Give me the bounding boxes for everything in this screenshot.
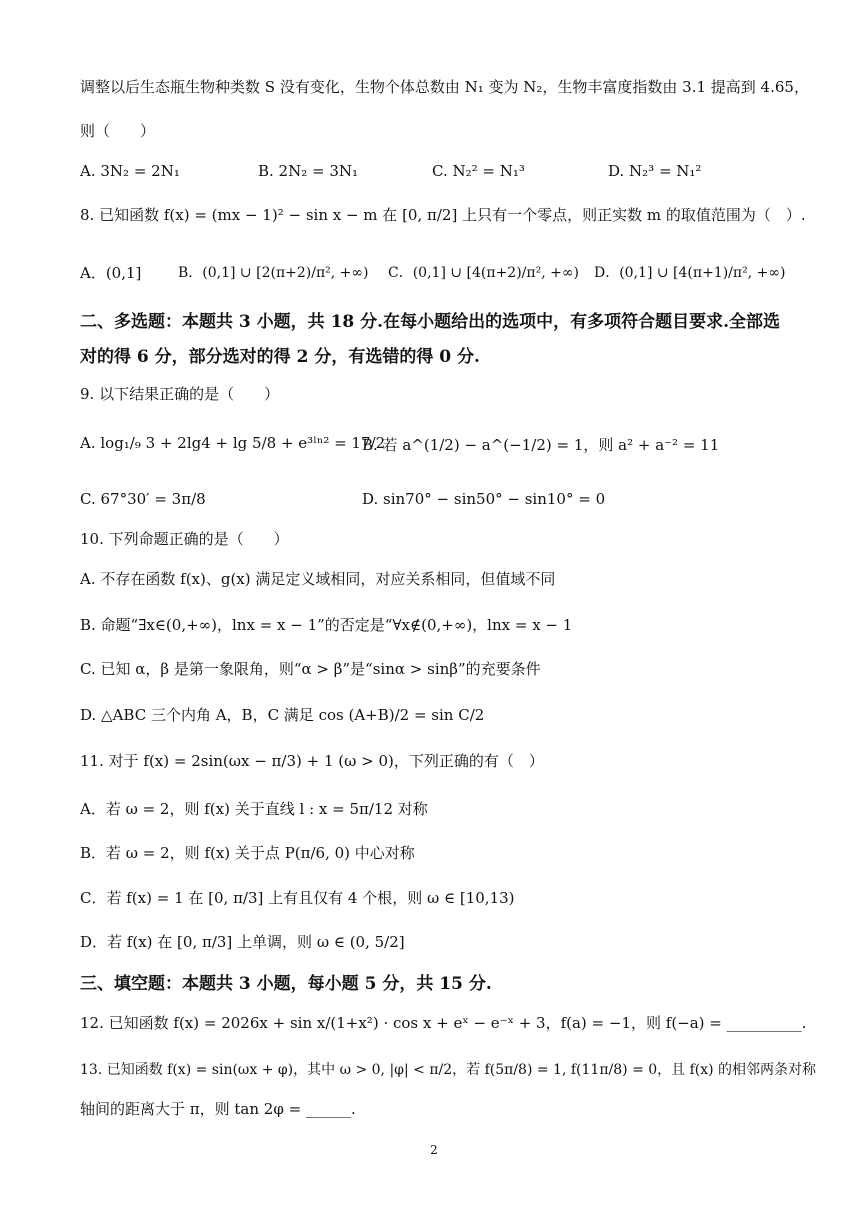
q9-option-b: B. 若 a^(1/2) − a^(−1/2) = 1，则 a² + a⁻² = 11 [362, 436, 720, 454]
q8-option-c: C．(0,1] ∪ [4(π+2)/π², +∞) [388, 265, 579, 281]
q11-option-b: B．若 ω = 2，则 f(x) 关于点 P(π/6, 0) 中心对称 [80, 844, 415, 862]
q8-option-b: B．(0,1] ∪ [2(π+2)/π², +∞) [178, 265, 369, 281]
q12-stem: 12. 已知函数 f(x) = 2026x + sin x/(1+x²) · cos x + eˣ − e⁻ˣ + 3，f(a) = −1，则 f(−a) = __________. [80, 1014, 807, 1032]
q13-stem-line1: 13. 已知函数 f(x) = sin(ωx + φ)，其中 ω > 0, |φ| < π/2，若 f(5π/8) = 1, f(11π/8) = 0，且 f(x) 的相邻两条对称 [80, 1062, 817, 1078]
q10-stem: 10. 下列命题正确的是（ ） [80, 530, 289, 548]
q7-option-c: C. N₂² = N₁³ [432, 162, 525, 180]
q7-option-d: D. N₂³ = N₁² [608, 162, 702, 180]
q7-stem-line1: 调整以后生态瓶生物种类数 S 没有变化，生物个体总数由 N₁ 变为 N₂，生物丰富度指数由 3.1 提高到 4.65， [80, 78, 809, 96]
q9-option-c: C. 67°30′ = 3π/8 [80, 490, 206, 508]
q7-stem-line2: 则（ ） [80, 122, 156, 140]
q10-option-b: B. 命题“∃x∈(0,+∞)，lnx = x − 1”的否定是“∀x∉(0,+∞)，lnx = x − 1 [80, 616, 573, 634]
q13-stem-line2: 轴间的距离大于 π，则 tan 2φ = ______. [80, 1100, 356, 1118]
section-3-heading: 三、填空题：本题共 3 小题，每小题 5 分，共 15 分. [80, 974, 492, 994]
q10-option-a: A. 不存在函数 f(x)、g(x) 满足定义域相同，对应关系相同，但值域不同 [80, 570, 556, 588]
q8-option-a: A．(0,1] [80, 264, 142, 282]
q11-stem: 11. 对于 f(x) = 2sin(ωx − π/3) + 1 (ω > 0)，下列正确的有（ ） [80, 752, 544, 770]
q8-option-d: D．(0,1] ∪ [4(π+1)/π², +∞) [594, 265, 786, 281]
q11-option-c: C．若 f(x) = 1 在 [0, π/3] 上有且仅有 4 个根，则 ω ∈ [10,13) [80, 889, 515, 907]
q11-option-a: A．若 ω = 2，则 f(x) 关于直线 l : x = 5π/12 对称 [80, 800, 428, 818]
q8-stem: 8. 已知函数 f(x) = (mx − 1)² − sin x − m 在 [0, π/2] 上只有一个零点，则正实数 m 的取值范围为（ ）. [80, 206, 806, 224]
q9-option-a: A. log₁/₉ 3 + 2lg4 + lg 5/8 + e³ˡⁿ² = 17/2 [80, 434, 386, 452]
q9-option-d: D. sin70° − sin50° − sin10° = 0 [362, 490, 606, 508]
q10-option-c: C. 已知 α，β 是第一象限角，则“α > β”是“sinα > sinβ”的充要条件 [80, 660, 541, 678]
q9-stem: 9. 以下结果正确的是（ ） [80, 385, 280, 403]
section-2-heading-line2: 对的得 6 分，部分选对的得 2 分，有选错的得 0 分. [80, 347, 480, 367]
page-number: 2 [430, 1143, 438, 1157]
section-2-heading-line1: 二、多选题：本题共 3 小题，共 18 分.在每小题给出的选项中，有多项符合题目要求.全部选 [80, 312, 780, 332]
q7-option-a: A. 3N₂ = 2N₁ [80, 162, 180, 180]
q7-option-b: B. 2N₂ = 3N₁ [258, 162, 359, 180]
q10-option-d: D. △ABC 三个内角 A，B，C 满足 cos (A+B)/2 = sin C/2 [80, 706, 485, 724]
q11-option-d: D．若 f(x) 在 [0, π/3] 上单调，则 ω ∈ (0, 5/2] [80, 933, 405, 951]
